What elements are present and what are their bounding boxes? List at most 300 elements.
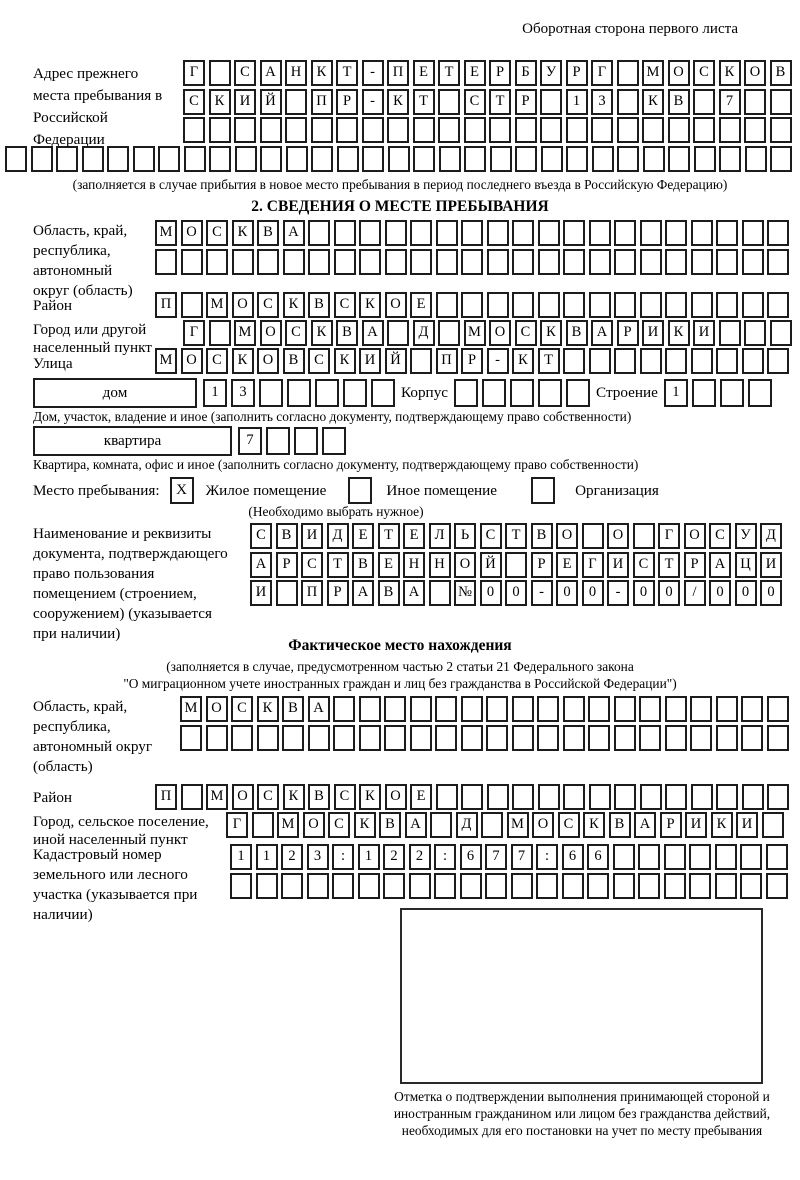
- char-box[interactable]: К: [311, 320, 333, 346]
- char-box[interactable]: [589, 348, 611, 374]
- char-box[interactable]: [413, 146, 435, 172]
- char-box[interactable]: Р: [566, 60, 588, 86]
- char-box[interactable]: [481, 812, 503, 838]
- char-box[interactable]: [487, 220, 509, 246]
- char-box[interactable]: 1: [664, 379, 688, 407]
- char-box[interactable]: У: [540, 60, 562, 86]
- char-box[interactable]: [566, 117, 588, 143]
- char-box[interactable]: К: [668, 320, 690, 346]
- char-box[interactable]: [589, 784, 611, 810]
- char-box[interactable]: 0: [480, 580, 502, 606]
- char-box[interactable]: [260, 117, 282, 143]
- char-box[interactable]: [563, 696, 585, 722]
- char-box[interactable]: [744, 117, 766, 143]
- char-box[interactable]: [664, 844, 686, 870]
- char-box[interactable]: К: [209, 89, 231, 115]
- char-box[interactable]: [322, 427, 346, 455]
- char-box[interactable]: [694, 146, 716, 172]
- char-box[interactable]: [315, 379, 339, 407]
- char-box[interactable]: [538, 784, 560, 810]
- char-box[interactable]: [563, 348, 585, 374]
- char-box[interactable]: [387, 117, 409, 143]
- char-box[interactable]: Р: [515, 89, 537, 115]
- char-box[interactable]: [587, 873, 609, 899]
- char-box[interactable]: [770, 89, 792, 115]
- char-box[interactable]: М: [206, 292, 228, 318]
- char-box[interactable]: А: [709, 552, 731, 578]
- char-box[interactable]: С: [231, 696, 253, 722]
- char-box[interactable]: [719, 320, 741, 346]
- char-box[interactable]: [715, 844, 737, 870]
- char-box[interactable]: [436, 292, 458, 318]
- char-box[interactable]: К: [311, 60, 333, 86]
- char-box[interactable]: [614, 784, 636, 810]
- char-box[interactable]: [308, 220, 330, 246]
- char-box[interactable]: №: [454, 580, 476, 606]
- char-box[interactable]: [716, 784, 738, 810]
- char-box[interactable]: И: [301, 523, 323, 549]
- char-box[interactable]: [742, 348, 764, 374]
- char-box[interactable]: И: [693, 320, 715, 346]
- char-box[interactable]: К: [512, 348, 534, 374]
- char-box[interactable]: [515, 146, 537, 172]
- char-box[interactable]: Р: [617, 320, 639, 346]
- char-box[interactable]: 0: [633, 580, 655, 606]
- char-box[interactable]: [512, 784, 534, 810]
- char-box[interactable]: П: [155, 292, 177, 318]
- char-box[interactable]: [257, 725, 279, 751]
- char-box[interactable]: Н: [403, 552, 425, 578]
- char-box[interactable]: [283, 249, 305, 275]
- char-box[interactable]: [486, 725, 508, 751]
- char-box[interactable]: -: [362, 89, 384, 115]
- char-box[interactable]: [767, 696, 789, 722]
- char-box[interactable]: Р: [489, 60, 511, 86]
- char-box[interactable]: [582, 523, 604, 549]
- char-box[interactable]: [461, 249, 483, 275]
- char-box[interactable]: [385, 220, 407, 246]
- char-box[interactable]: 0: [760, 580, 782, 606]
- char-box[interactable]: [643, 146, 665, 172]
- char-box[interactable]: Д: [456, 812, 478, 838]
- char-box[interactable]: Т: [336, 60, 358, 86]
- char-box[interactable]: М: [464, 320, 486, 346]
- char-box[interactable]: 6: [460, 844, 482, 870]
- char-box[interactable]: [665, 249, 687, 275]
- char-box[interactable]: 7: [485, 844, 507, 870]
- char-box[interactable]: [388, 146, 410, 172]
- char-box[interactable]: С: [334, 784, 356, 810]
- char-box[interactable]: :: [434, 844, 456, 870]
- char-box[interactable]: С: [464, 89, 486, 115]
- char-box[interactable]: [689, 844, 711, 870]
- char-box[interactable]: 1: [203, 379, 227, 407]
- char-box[interactable]: [690, 725, 712, 751]
- char-box[interactable]: [183, 117, 205, 143]
- char-box[interactable]: [410, 725, 432, 751]
- char-box[interactable]: Р: [336, 89, 358, 115]
- char-box[interactable]: М: [507, 812, 529, 838]
- char-box[interactable]: [745, 146, 767, 172]
- char-box[interactable]: [343, 379, 367, 407]
- char-box[interactable]: А: [260, 60, 282, 86]
- char-box[interactable]: 0: [709, 580, 731, 606]
- char-box[interactable]: И: [736, 812, 758, 838]
- char-box[interactable]: [384, 725, 406, 751]
- char-box[interactable]: [536, 873, 558, 899]
- char-box[interactable]: М: [234, 320, 256, 346]
- char-box[interactable]: Г: [226, 812, 248, 838]
- char-box[interactable]: [486, 696, 508, 722]
- char-box[interactable]: [434, 873, 456, 899]
- char-box[interactable]: [740, 844, 762, 870]
- char-box[interactable]: С: [257, 292, 279, 318]
- char-box[interactable]: [337, 146, 359, 172]
- char-box[interactable]: В: [668, 89, 690, 115]
- char-box[interactable]: [184, 146, 206, 172]
- char-box[interactable]: А: [250, 552, 272, 578]
- char-box[interactable]: [359, 725, 381, 751]
- char-box[interactable]: П: [387, 60, 409, 86]
- char-box[interactable]: Т: [489, 89, 511, 115]
- char-box[interactable]: [413, 117, 435, 143]
- char-box[interactable]: [362, 117, 384, 143]
- char-box[interactable]: В: [257, 220, 279, 246]
- char-box[interactable]: [464, 146, 486, 172]
- char-box[interactable]: О: [181, 220, 203, 246]
- char-box[interactable]: [691, 292, 713, 318]
- char-box[interactable]: И: [234, 89, 256, 115]
- char-box[interactable]: Ь: [454, 523, 476, 549]
- char-box[interactable]: [230, 873, 252, 899]
- char-box[interactable]: [741, 696, 763, 722]
- char-box[interactable]: С: [285, 320, 307, 346]
- char-box[interactable]: -: [487, 348, 509, 374]
- char-box[interactable]: [720, 379, 744, 407]
- char-box[interactable]: [464, 117, 486, 143]
- char-box[interactable]: [716, 696, 738, 722]
- char-box[interactable]: А: [403, 580, 425, 606]
- char-box[interactable]: Г: [591, 60, 613, 86]
- char-box[interactable]: И: [685, 812, 707, 838]
- char-box[interactable]: [691, 220, 713, 246]
- char-box[interactable]: [490, 146, 512, 172]
- char-box[interactable]: [741, 725, 763, 751]
- char-box[interactable]: С: [308, 348, 330, 374]
- char-box[interactable]: [257, 249, 279, 275]
- char-box[interactable]: [563, 249, 585, 275]
- char-box[interactable]: Г: [582, 552, 604, 578]
- char-box[interactable]: [180, 725, 202, 751]
- char-box[interactable]: [640, 292, 662, 318]
- char-box[interactable]: 1: [358, 844, 380, 870]
- char-box[interactable]: [505, 552, 527, 578]
- char-box[interactable]: И: [760, 552, 782, 578]
- char-box[interactable]: [617, 89, 639, 115]
- char-box[interactable]: [691, 348, 713, 374]
- char-box[interactable]: [410, 220, 432, 246]
- char-box[interactable]: [716, 220, 738, 246]
- char-box[interactable]: И: [607, 552, 629, 578]
- char-box[interactable]: [294, 427, 318, 455]
- char-box[interactable]: [435, 725, 457, 751]
- char-box[interactable]: [410, 696, 432, 722]
- char-box[interactable]: С: [250, 523, 272, 549]
- char-box[interactable]: [640, 784, 662, 810]
- char-box[interactable]: [358, 873, 380, 899]
- char-box[interactable]: Л: [429, 523, 451, 549]
- char-box[interactable]: [639, 696, 661, 722]
- char-box[interactable]: :: [536, 844, 558, 870]
- char-box[interactable]: [232, 249, 254, 275]
- char-box[interactable]: [436, 784, 458, 810]
- char-box[interactable]: [461, 784, 483, 810]
- char-box[interactable]: 7: [511, 844, 533, 870]
- char-box[interactable]: К: [540, 320, 562, 346]
- char-box[interactable]: О: [607, 523, 629, 549]
- char-box[interactable]: [614, 725, 636, 751]
- char-box[interactable]: 6: [587, 844, 609, 870]
- char-box[interactable]: Д: [413, 320, 435, 346]
- char-box[interactable]: [617, 60, 639, 86]
- char-box[interactable]: [409, 873, 431, 899]
- char-box[interactable]: Т: [413, 89, 435, 115]
- char-box[interactable]: [664, 873, 686, 899]
- char-box[interactable]: :: [332, 844, 354, 870]
- char-box[interactable]: Й: [385, 348, 407, 374]
- char-box[interactable]: [563, 292, 585, 318]
- char-box[interactable]: [538, 220, 560, 246]
- char-box[interactable]: [260, 146, 282, 172]
- char-box[interactable]: [359, 249, 381, 275]
- char-box[interactable]: [487, 292, 509, 318]
- char-box[interactable]: [591, 117, 613, 143]
- char-box[interactable]: [181, 249, 203, 275]
- char-box[interactable]: [482, 379, 506, 407]
- char-box[interactable]: [489, 117, 511, 143]
- char-box[interactable]: 7: [238, 427, 262, 455]
- char-box[interactable]: В: [378, 580, 400, 606]
- char-box[interactable]: [429, 580, 451, 606]
- char-box[interactable]: Е: [410, 784, 432, 810]
- char-box[interactable]: [266, 427, 290, 455]
- char-box[interactable]: Т: [438, 60, 460, 86]
- char-box[interactable]: [715, 873, 737, 899]
- char-box[interactable]: [690, 696, 712, 722]
- char-box[interactable]: В: [609, 812, 631, 838]
- char-box[interactable]: [512, 696, 534, 722]
- char-box[interactable]: [371, 379, 395, 407]
- char-box[interactable]: В: [308, 784, 330, 810]
- char-box[interactable]: [235, 146, 257, 172]
- char-box[interactable]: [181, 784, 203, 810]
- char-box[interactable]: Т: [378, 523, 400, 549]
- char-box[interactable]: [209, 320, 231, 346]
- char-box[interactable]: 0: [556, 580, 578, 606]
- char-box[interactable]: О: [257, 348, 279, 374]
- char-box[interactable]: К: [283, 784, 305, 810]
- char-box[interactable]: О: [744, 60, 766, 86]
- char-box[interactable]: [510, 379, 534, 407]
- char-box[interactable]: [439, 146, 461, 172]
- char-box[interactable]: [438, 320, 460, 346]
- char-box[interactable]: [383, 873, 405, 899]
- char-box[interactable]: К: [359, 784, 381, 810]
- char-box[interactable]: О: [260, 320, 282, 346]
- char-box[interactable]: С: [183, 89, 205, 115]
- char-box[interactable]: Д: [327, 523, 349, 549]
- char-box[interactable]: [742, 220, 764, 246]
- char-box[interactable]: В: [308, 292, 330, 318]
- char-box[interactable]: С: [709, 523, 731, 549]
- char-box[interactable]: К: [257, 696, 279, 722]
- char-box[interactable]: К: [719, 60, 741, 86]
- char-box[interactable]: [333, 696, 355, 722]
- char-box[interactable]: [742, 784, 764, 810]
- char-box[interactable]: 2: [409, 844, 431, 870]
- char-box[interactable]: [308, 249, 330, 275]
- char-box[interactable]: О: [532, 812, 554, 838]
- char-box[interactable]: Е: [556, 552, 578, 578]
- char-box[interactable]: 1: [230, 844, 252, 870]
- char-box[interactable]: К: [583, 812, 605, 838]
- char-box[interactable]: [460, 873, 482, 899]
- char-box[interactable]: [359, 220, 381, 246]
- char-box[interactable]: [454, 379, 478, 407]
- char-box[interactable]: [181, 292, 203, 318]
- char-box[interactable]: С: [334, 292, 356, 318]
- char-box[interactable]: [438, 89, 460, 115]
- char-box[interactable]: [638, 844, 660, 870]
- char-box[interactable]: К: [387, 89, 409, 115]
- char-box[interactable]: Р: [660, 812, 682, 838]
- char-box[interactable]: [5, 146, 27, 172]
- char-box[interactable]: Р: [276, 552, 298, 578]
- char-box[interactable]: 1: [566, 89, 588, 115]
- char-box[interactable]: [333, 725, 355, 751]
- char-box[interactable]: К: [711, 812, 733, 838]
- char-box[interactable]: А: [362, 320, 384, 346]
- char-box[interactable]: [589, 292, 611, 318]
- char-box[interactable]: [613, 873, 635, 899]
- char-box[interactable]: [689, 873, 711, 899]
- char-box[interactable]: [742, 292, 764, 318]
- char-box[interactable]: [693, 89, 715, 115]
- char-box[interactable]: С: [206, 348, 228, 374]
- char-box[interactable]: [766, 844, 788, 870]
- char-box[interactable]: 6: [562, 844, 584, 870]
- char-box[interactable]: А: [308, 696, 330, 722]
- char-box[interactable]: [716, 725, 738, 751]
- char-box[interactable]: [512, 220, 534, 246]
- char-box[interactable]: В: [282, 696, 304, 722]
- char-box[interactable]: О: [385, 292, 407, 318]
- char-box[interactable]: Г: [183, 320, 205, 346]
- char-box[interactable]: [511, 873, 533, 899]
- char-box[interactable]: [461, 292, 483, 318]
- char-box[interactable]: [307, 873, 329, 899]
- char-box[interactable]: П: [155, 784, 177, 810]
- char-box[interactable]: О: [454, 552, 476, 578]
- char-box[interactable]: [770, 117, 792, 143]
- char-box[interactable]: [540, 89, 562, 115]
- char-box[interactable]: П: [311, 89, 333, 115]
- char-box[interactable]: [281, 873, 303, 899]
- char-box[interactable]: [334, 249, 356, 275]
- char-box[interactable]: М: [642, 60, 664, 86]
- char-box[interactable]: С: [480, 523, 502, 549]
- char-box[interactable]: О: [232, 784, 254, 810]
- char-box[interactable]: К: [334, 348, 356, 374]
- char-box[interactable]: С: [558, 812, 580, 838]
- char-box[interactable]: [209, 117, 231, 143]
- char-box[interactable]: -: [531, 580, 553, 606]
- char-box[interactable]: 2: [281, 844, 303, 870]
- char-box[interactable]: [563, 725, 585, 751]
- char-box[interactable]: [384, 696, 406, 722]
- char-box[interactable]: [614, 292, 636, 318]
- char-box[interactable]: [385, 249, 407, 275]
- char-box[interactable]: Т: [538, 348, 560, 374]
- char-box[interactable]: [566, 146, 588, 172]
- char-box[interactable]: [438, 117, 460, 143]
- char-box[interactable]: 0: [582, 580, 604, 606]
- char-box[interactable]: [286, 146, 308, 172]
- char-box[interactable]: 7: [719, 89, 741, 115]
- char-box[interactable]: К: [232, 220, 254, 246]
- char-box[interactable]: [744, 89, 766, 115]
- char-box[interactable]: С: [301, 552, 323, 578]
- char-box[interactable]: О: [556, 523, 578, 549]
- char-box[interactable]: [436, 220, 458, 246]
- char-box[interactable]: М: [155, 348, 177, 374]
- char-box[interactable]: [640, 249, 662, 275]
- char-box[interactable]: К: [642, 89, 664, 115]
- char-box[interactable]: [435, 696, 457, 722]
- char-box[interactable]: П: [301, 580, 323, 606]
- char-box[interactable]: [487, 784, 509, 810]
- char-box[interactable]: 3: [231, 379, 255, 407]
- char-box[interactable]: [638, 873, 660, 899]
- char-box[interactable]: 1: [256, 844, 278, 870]
- checkbox-organizaciya[interactable]: [531, 477, 555, 504]
- char-box[interactable]: М: [180, 696, 202, 722]
- char-box[interactable]: Р: [531, 552, 553, 578]
- char-box[interactable]: -: [362, 60, 384, 86]
- char-box[interactable]: [665, 220, 687, 246]
- char-box[interactable]: С: [234, 60, 256, 86]
- char-box[interactable]: [308, 725, 330, 751]
- char-box[interactable]: С: [693, 60, 715, 86]
- char-box[interactable]: [639, 725, 661, 751]
- char-box[interactable]: [748, 379, 772, 407]
- char-box[interactable]: Е: [352, 523, 374, 549]
- char-box[interactable]: О: [206, 696, 228, 722]
- char-box[interactable]: Е: [464, 60, 486, 86]
- char-box[interactable]: [614, 220, 636, 246]
- char-box[interactable]: [668, 117, 690, 143]
- char-box[interactable]: [719, 146, 741, 172]
- char-box[interactable]: [234, 117, 256, 143]
- char-box[interactable]: А: [591, 320, 613, 346]
- char-box[interactable]: [206, 249, 228, 275]
- char-box[interactable]: И: [250, 580, 272, 606]
- char-box[interactable]: [740, 873, 762, 899]
- char-box[interactable]: Е: [413, 60, 435, 86]
- char-box[interactable]: [512, 292, 534, 318]
- char-box[interactable]: [334, 220, 356, 246]
- char-box[interactable]: [256, 873, 278, 899]
